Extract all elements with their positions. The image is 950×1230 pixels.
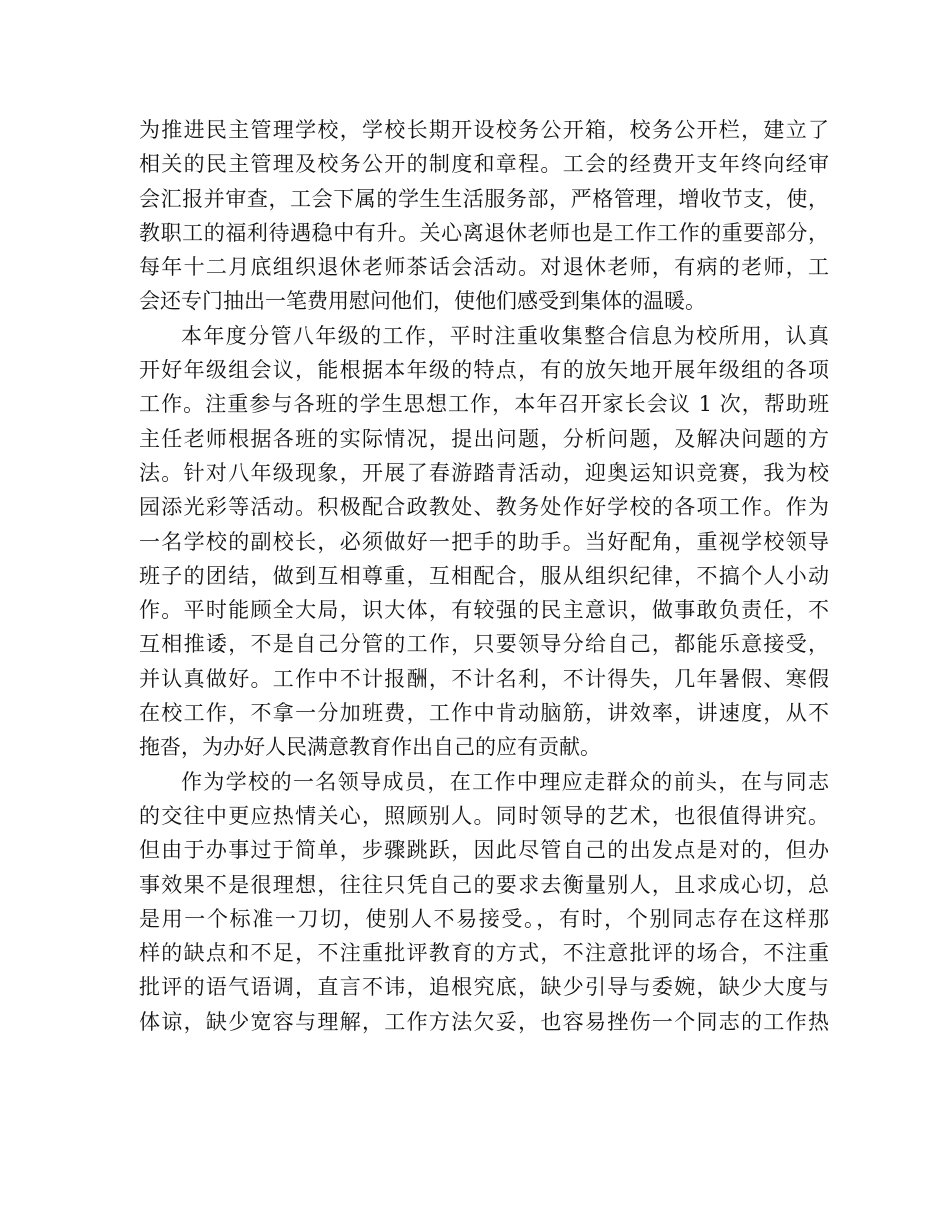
text-line: 是用一个标准一刀切，使别人不易接受。，有时，个别同志存在这样那 [139,906,829,931]
text-line: 开好年级组会议，能根据本年级的特点，有的放矢地开展年级组的各项 [139,358,829,383]
text-line: 事效果不是很理想，往往只凭自己的要求去衡量别人，且求成心切，总 [139,872,829,897]
text-line: 互相推诿，不是自己分管的工作，只要领导分给自己，都能乐意接受， [139,632,829,657]
text-line: 批评的语气语调，直言不讳，追根究底，缺少引导与委婉，缺少大度与 [139,975,829,1000]
text-line: 园添光彩等活动。积极配合政教处、教务处作好学校的各项工作。作为 [139,495,829,520]
text-line: 作。平时能顾全大局，识大体，有较强的民主意识，做事敢负责任，不 [139,598,829,623]
text-line: 在校工作，不拿一分加班费，工作中肯动脑筋，讲效率，讲速度，从不 [139,701,829,726]
text-line: 一名学校的副校长，必须做好一把手的助手。当好配角，重视学校领导 [139,529,829,554]
text-line: 本年度分管八年级的工作，平时注重收集整合信息为校所用，认真 [181,323,829,348]
text-line: 拖沓，为办好人民满意教育作出自己的应有贡献。 [139,735,601,760]
text-line: 班子的团结，做到互相尊重，互相配合，服从组织纪律，不搞个人小动 [139,563,829,588]
text-line: 的交往中更应热情关心，照顾别人。同时领导的艺术，也很值得讲究。 [139,803,829,828]
text-line: 体谅，缺少宽容与理解，工作方法欠妥，也容易挫伤一个同志的工作热 [139,1009,829,1034]
text-line: 相关的民主管理及校务公开的制度和章程。工会的经费开支年终向经审 [139,152,829,177]
text-line: 工作。注重参与各班的学生思想工作，本年召开家长会议 1 次，帮助班 [139,392,829,417]
paragraph [139,113,829,319]
text-line: 会汇报并审查，工会下属的学生生活服务部，严格管理，增收节支，使， [139,186,829,211]
text-line: 会还专门抽出一笔费用慰问他们，使他们感受到集体的温暖。 [139,289,706,314]
text-line: 为推进民主管理学校，学校长期开设校务公开箱，校务公开栏，建立了 [139,118,829,142]
text-line: 但由于办事过于简单，步骤跳跃，因此尽管自己的出发点是对的，但办 [139,838,829,863]
text-line: 每年十二月底组织退休老师茶话会活动。对退休老师，有病的老师，工 [139,255,829,280]
paragraph [139,319,829,765]
document-body [139,113,829,1039]
text-line: 主任老师根据各班的实际情况，提出问题，分析问题，及解决问题的方 [139,426,829,451]
text-line: 并认真做好。工作中不计报酬，不计名利，不计得失，几年暑假、寒假 [139,666,829,691]
text-line: 教职工的福利待遇稳中有升。关心离退休老师也是工作工作的重要部分， [139,220,829,245]
text-line: 法。针对八年级现象，开展了春游踏青活动，迎奥运知识竞赛，我为校 [139,460,829,485]
text-line: 作为学校的一名领导成员，在工作中理应走群众的前头，在与同志 [181,769,829,794]
paragraph [139,765,829,1039]
text-line: 样的缺点和不足，不注重批评教育的方式，不注意批评的场合，不注重 [139,941,829,966]
